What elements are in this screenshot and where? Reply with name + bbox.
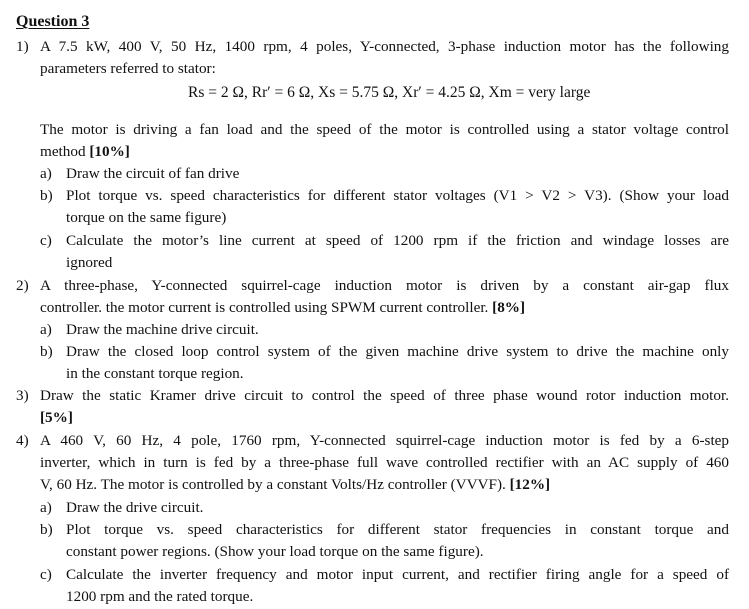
q1-b-line-2 xyxy=(0,207,749,229)
q1-intro-line2: parameters referred to stator: xyxy=(40,60,216,77)
q4-line2: inverter, which in turn is fed by a three-phase full wave controlled rectifier with an AC supply of 460 xyxy=(40,454,729,471)
q4-b-label: b) xyxy=(40,521,53,538)
q4-c-label: c) xyxy=(40,566,52,583)
q4-a-line xyxy=(0,497,749,519)
q1-line-1 xyxy=(0,36,749,58)
q4-number: 4) xyxy=(16,432,29,449)
q1-b-line-1 xyxy=(0,185,749,207)
q3-line-2 xyxy=(0,407,749,429)
q2-marks: [8%] xyxy=(492,299,526,316)
q2-b-line1: Draw the closed loop control system of the given machine drive system to drive the machine only xyxy=(66,343,729,360)
q1-parameters-formula: Rs = 2 Ω, Rr′ = 6 Ω, Xs = 5.75 Ω, Xr′ = 4.25 Ω, Xm = very large xyxy=(188,84,591,101)
q1-c-label: c) xyxy=(40,232,52,249)
q1-para-line-2 xyxy=(0,141,749,163)
q1-b-line1: Plot torque vs. speed characteristics for different stator voltages (V1 > V2 > V3). (Show your load xyxy=(66,187,729,204)
q2-a-text: Draw the machine drive circuit. xyxy=(66,321,259,338)
q1-para-line1: The motor is driving a fan load and the speed of the motor is controlled using a stator voltage control xyxy=(40,121,729,138)
q2-b-line-2 xyxy=(0,363,749,385)
q2-line-2 xyxy=(0,297,749,319)
q2-line2: controller. the motor current is controlled using SPWM current controller. xyxy=(40,299,489,316)
q1-c-line-1 xyxy=(0,230,749,252)
q1-para-line-1 xyxy=(0,119,749,141)
q1-a-line xyxy=(0,163,749,185)
q1-marks: [10%] xyxy=(89,143,130,160)
q1-b-label: b) xyxy=(40,187,53,204)
q1-a-label: a) xyxy=(40,165,52,182)
q1-a-text: Draw the circuit of fan drive xyxy=(66,165,240,182)
q1-number: 1) xyxy=(16,38,29,55)
q1-b-line2: torque on the same figure) xyxy=(66,209,227,226)
q4-b-line-2 xyxy=(0,541,749,563)
q4-b-line2: constant power regions. (Show your load torque on the same figure). xyxy=(66,543,484,560)
q2-a-line xyxy=(0,319,749,341)
q1-c-line2: ignored xyxy=(66,254,113,271)
q3-marks: [5%] xyxy=(40,409,73,426)
q1-formula-line xyxy=(0,82,749,104)
q4-c-line-1 xyxy=(0,564,749,586)
q2-number: 2) xyxy=(16,277,29,294)
q4-b-line-1 xyxy=(0,519,749,541)
q3-number: 3) xyxy=(16,387,29,404)
q1-para-line2-wrap xyxy=(40,141,729,163)
q2-b-label: b) xyxy=(40,343,53,360)
q4-line-1 xyxy=(0,430,749,452)
q4-line-3 xyxy=(0,474,749,496)
q3-line-1 xyxy=(0,385,749,407)
q1-para-line2: method xyxy=(40,143,86,160)
q2-line-1 xyxy=(0,275,749,297)
q4-c-line-2 xyxy=(0,586,749,608)
q3-line1: Draw the static Kramer drive circuit to control the speed of three phase wound rotor induction motor. xyxy=(40,387,729,404)
q4-b-line1: Plot torque vs. speed characteristics for different stator frequencies in constant torque and xyxy=(66,521,729,538)
q2-line1: A three-phase, Y-connected squirrel-cage induction motor is driven by a constant air-gap flux xyxy=(40,277,729,294)
q2-b-line2: in the constant torque region. xyxy=(66,365,244,382)
q4-a-label: a) xyxy=(40,499,52,516)
q4-line3: V, 60 Hz. The motor is controlled by a constant Volts/Hz controller (VVVF). xyxy=(40,476,506,493)
question-title: Question 3 xyxy=(16,13,90,30)
q3-marks-wrap xyxy=(40,407,729,429)
q4-marks: [12%] xyxy=(509,476,551,493)
q4-c-line1: Calculate the inverter frequency and motor input current, and rectifier firing angle for a speed of xyxy=(66,566,729,583)
q4-line1: A 460 V, 60 Hz, 4 pole, 1760 rpm, Y-connected squirrel-cage induction motor is fed by a 6-step xyxy=(40,432,729,449)
q1-c-line1: Calculate the motor’s line current at speed of 1200 rpm if the friction and windage losses are xyxy=(66,232,729,249)
q4-a-text: Draw the drive circuit. xyxy=(66,499,204,516)
q2-a-label: a) xyxy=(40,321,52,338)
q4-line3-wrap xyxy=(40,474,729,496)
q1-intro-line1: A 7.5 kW, 400 V, 50 Hz, 1400 rpm, 4 poles, Y-connected, 3-phase induction motor has the following xyxy=(40,38,729,55)
q1-c-line-2 xyxy=(0,252,749,274)
q1-line-2 xyxy=(0,58,749,80)
q2-line2-wrap xyxy=(40,297,729,319)
q2-b-line-1 xyxy=(0,341,749,363)
q4-c-line2: 1200 rpm and the rated torque. xyxy=(66,588,254,605)
q4-line-2 xyxy=(0,452,749,474)
